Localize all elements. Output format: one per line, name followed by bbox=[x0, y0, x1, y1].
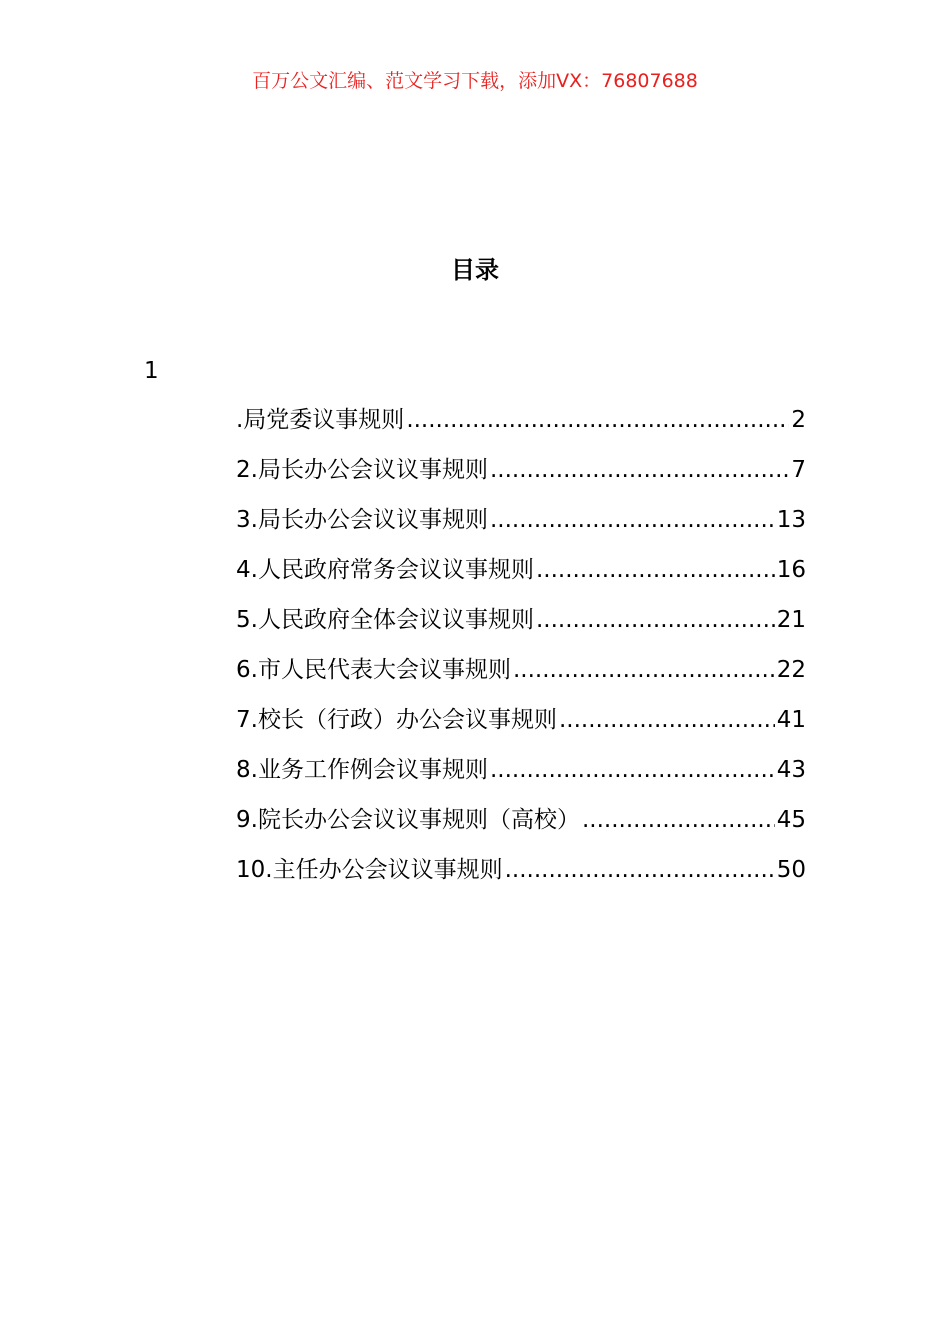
toc-entry-label: 10.主任办公会议议事规则 bbox=[236, 857, 503, 883]
toc-title: 目录 bbox=[451, 256, 499, 284]
toc-dot-leader bbox=[490, 453, 789, 487]
toc-entry-label: .局党委议事规则 bbox=[236, 407, 405, 433]
toc-entry[interactable] bbox=[236, 703, 806, 753]
toc-entry-page: 7 bbox=[791, 457, 806, 483]
toc-entry[interactable] bbox=[236, 553, 806, 603]
toc-dot-leader bbox=[490, 753, 775, 787]
toc-dot-leader bbox=[536, 553, 775, 587]
toc-list bbox=[236, 403, 806, 903]
toc-dot-leader bbox=[536, 603, 775, 637]
toc-dot-leader bbox=[505, 853, 775, 887]
toc-entry[interactable] bbox=[236, 753, 806, 803]
toc-entry-page: 21 bbox=[776, 607, 806, 633]
toc-entry-page: 50 bbox=[776, 857, 806, 883]
toc-entry-page: 2 bbox=[791, 407, 806, 433]
toc-entry-page: 43 bbox=[776, 757, 806, 783]
toc-entry-label: 9.院长办公会议议事规则（高校） bbox=[236, 807, 580, 833]
toc-entry-page: 45 bbox=[776, 807, 806, 833]
toc-dot-leader bbox=[406, 403, 789, 437]
toc-entry[interactable] bbox=[236, 803, 806, 853]
toc-entry-page: 41 bbox=[776, 707, 806, 733]
toc-dot-leader bbox=[582, 803, 775, 837]
toc-entry-page: 16 bbox=[776, 557, 806, 583]
section-number: 1 bbox=[144, 358, 159, 384]
toc-entry[interactable] bbox=[236, 403, 806, 453]
toc-entry-label: 4.人民政府常务会议议事规则 bbox=[236, 557, 534, 583]
toc-dot-leader bbox=[490, 503, 775, 537]
toc-entry-label: 3.局长办公会议议事规则 bbox=[236, 507, 488, 533]
toc-entry-label: 5.人民政府全体会议议事规则 bbox=[236, 607, 534, 633]
toc-entry[interactable] bbox=[236, 853, 806, 903]
toc-dot-leader bbox=[559, 703, 775, 737]
toc-entry[interactable] bbox=[236, 653, 806, 703]
toc-entry[interactable] bbox=[236, 453, 806, 503]
header-note: 百万公文汇编、范文学习下载，添加VX：76807688 bbox=[252, 70, 698, 92]
toc-dot-leader bbox=[513, 653, 775, 687]
toc-entry-page: 13 bbox=[776, 507, 806, 533]
toc-entry-page: 22 bbox=[776, 657, 806, 683]
toc-entry-label: 7.校长（行政）办公会议事规则 bbox=[236, 707, 557, 733]
toc-entry-label: 6.市人民代表大会议事规则 bbox=[236, 657, 511, 683]
toc-entry[interactable] bbox=[236, 503, 806, 553]
toc-entry-label: 2.局长办公会议议事规则 bbox=[236, 457, 488, 483]
toc-entry-label: 8.业务工作例会议事规则 bbox=[236, 757, 488, 783]
toc-entry[interactable] bbox=[236, 603, 806, 653]
